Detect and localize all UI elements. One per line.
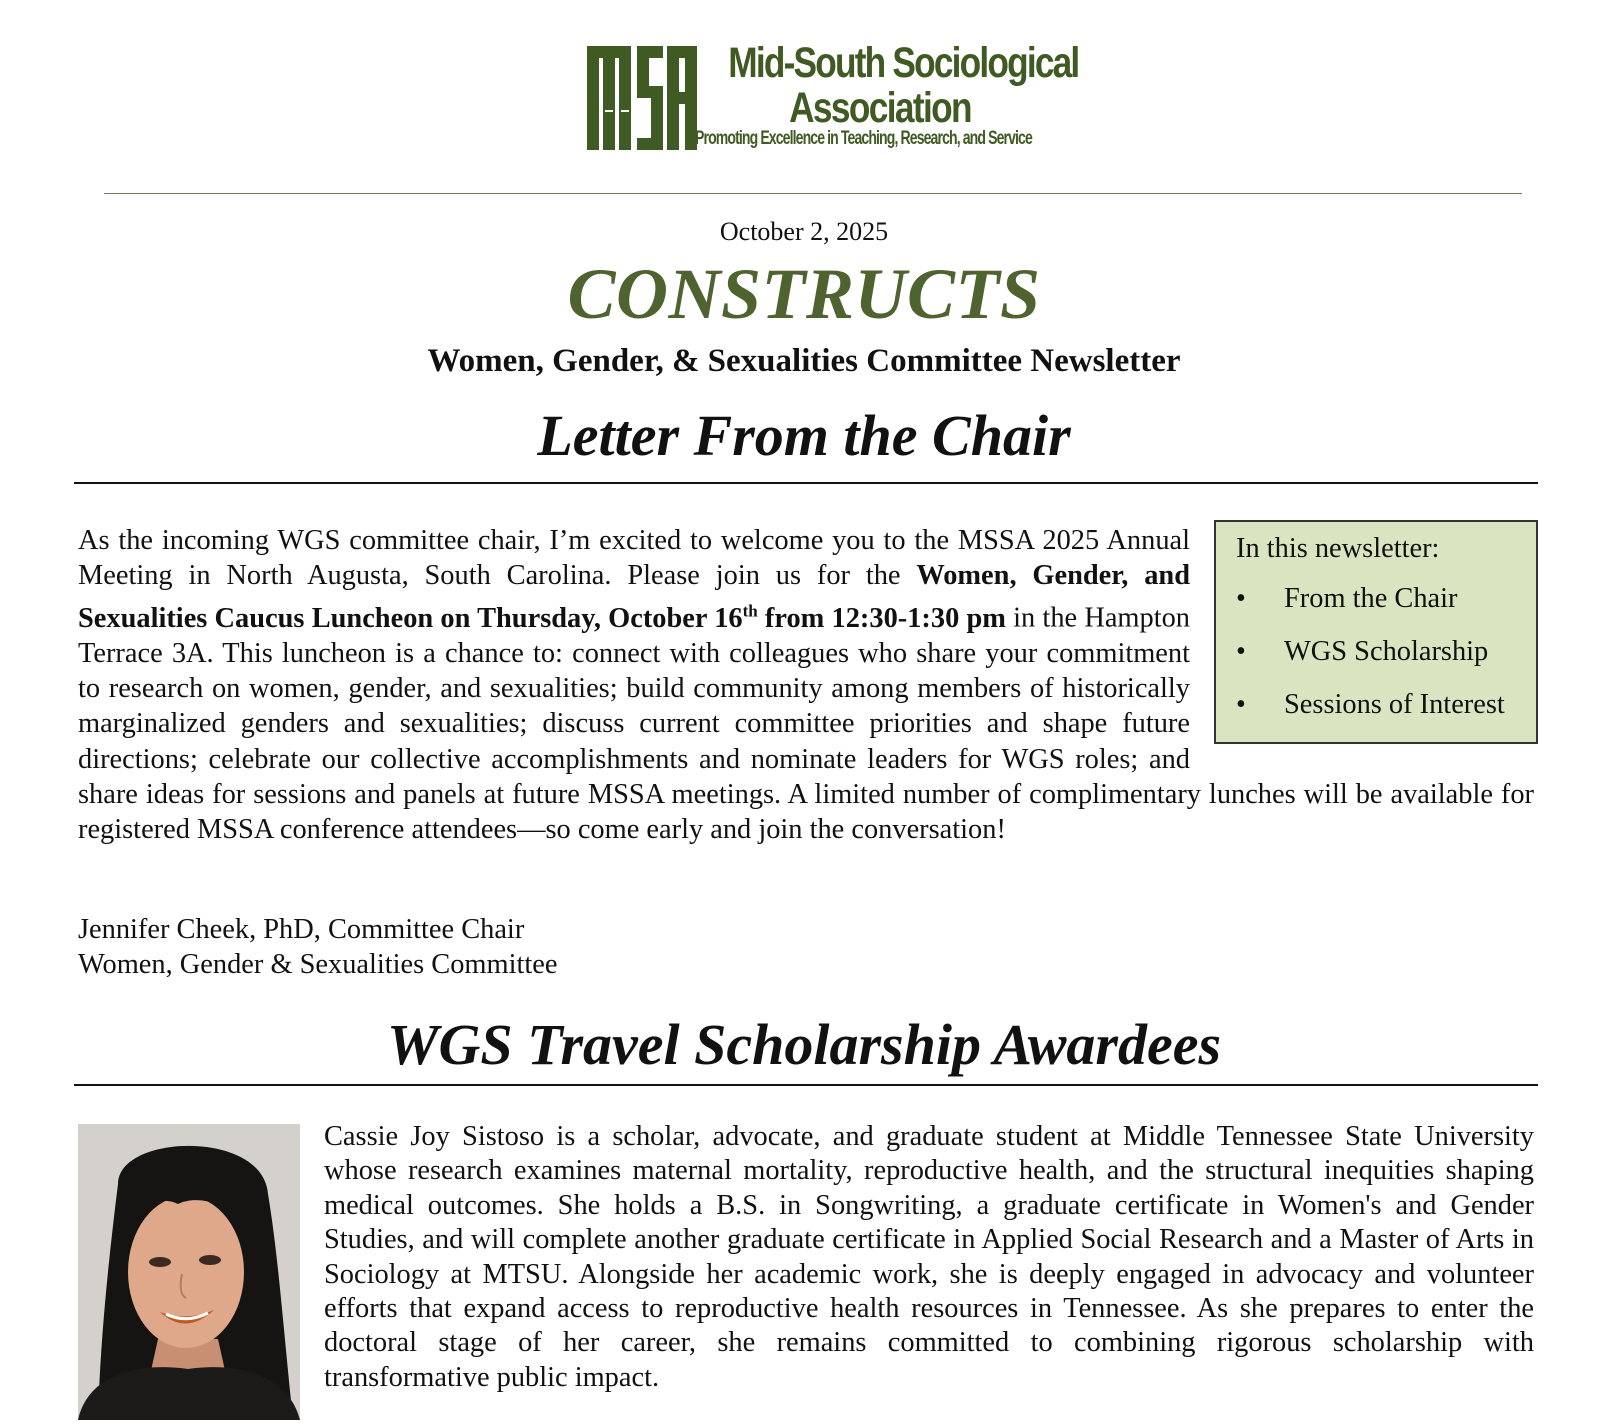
- awardee-bio: Cassie Joy Sistoso is a scholar, advocate, and graduate student at Middle Tennessee State University whose research examines maternal mortality, reproductive health, and the structural inequities shaping medical outcomes. She holds a B.S. in Songwriting, a graduate certificate in Women's and Gender Studies, and will complete another graduate certificate in Applied Social Research and a Master of Arts in Sociology at MTSU. Alongside her academic work, she is deeply engaged in advocacy and volunteer efforts that expand access to reproductive health resources in Tennessee. As she prepares to enter the doctoral stage of her career, she remains committed to combining rigorous scholarship with transformative public impact.: [324, 1121, 1534, 1393]
- mssa-logo: [585, 36, 1079, 158]
- contents-list: [1236, 572, 1516, 731]
- mssa-monogram-icon: [585, 40, 700, 152]
- header-divider: [104, 193, 1522, 194]
- logo-name-line2: Association: [789, 84, 971, 132]
- logo-name-line1: Mid-South Sociological: [728, 39, 1079, 87]
- newsletter-title: CONSTRUCTS: [567, 254, 1041, 334]
- logo-wordmark: [695, 39, 1079, 149]
- luncheon-time: from 12:30-1:30 pm: [757, 602, 1006, 634]
- logo-tagline: Promoting Excellence in Teaching, Research, and Service: [695, 128, 1032, 149]
- awardee-photo: [78, 1124, 300, 1420]
- scholarship-heading: WGS Travel Scholarship Awardees: [386, 1012, 1222, 1077]
- signature-name: Jennifer Cheek, PhD, Committee Chair: [78, 914, 525, 945]
- signature-committee: Women, Gender & Sexualities Committee: [78, 949, 558, 980]
- letter-signature: [78, 912, 557, 982]
- newsletter-contents-box: [1214, 520, 1538, 744]
- contents-item: • WGS Scholarship: [1236, 625, 1516, 678]
- ordinal-suffix: th: [742, 601, 758, 621]
- issue-date: October 2, 2025: [719, 217, 889, 246]
- scholarship-heading-rule: [74, 1084, 1538, 1086]
- letter-heading-rule: [74, 482, 1538, 484]
- luncheon-title-text: Women, Gender, and Sexualities Caucus Luncheon on Thursday, October 16: [78, 560, 1190, 634]
- letter-text-intro: As the incoming WGS committee chair, I’m excited to welcome you to the MSSA 2025 Annual Meeting in North Augusta, South Carolina. Please join us for the: [78, 525, 1190, 592]
- contents-item: • Sessions of Interest: [1236, 678, 1516, 731]
- contents-title: In this newsletter:: [1236, 533, 1440, 564]
- letter-paragraph: [78, 523, 1534, 847]
- letter-text-body: in the Hampton Terrace 3A. This luncheon is a chance to: connect with colleagues who share your commitment to research on women, gender, and sexualities; build community among members of historically marginalized genders and sexualities; discuss current committee priorities and shape future directions; celebrate our collective accomplishments and nominate leaders for WGS roles; and share ideas for sessions and panels at future MSSA meetings. A limited number of complimentary lunches will be available for registered MSSA conference attendees—so come early and join the conversation!: [78, 602, 1534, 846]
- contents-item: • From the Chair: [1236, 572, 1516, 625]
- letter-heading: Letter From the Chair: [537, 403, 1071, 468]
- newsletter-subtitle: Women, Gender, & Sexualities Committee Newsletter: [427, 343, 1181, 379]
